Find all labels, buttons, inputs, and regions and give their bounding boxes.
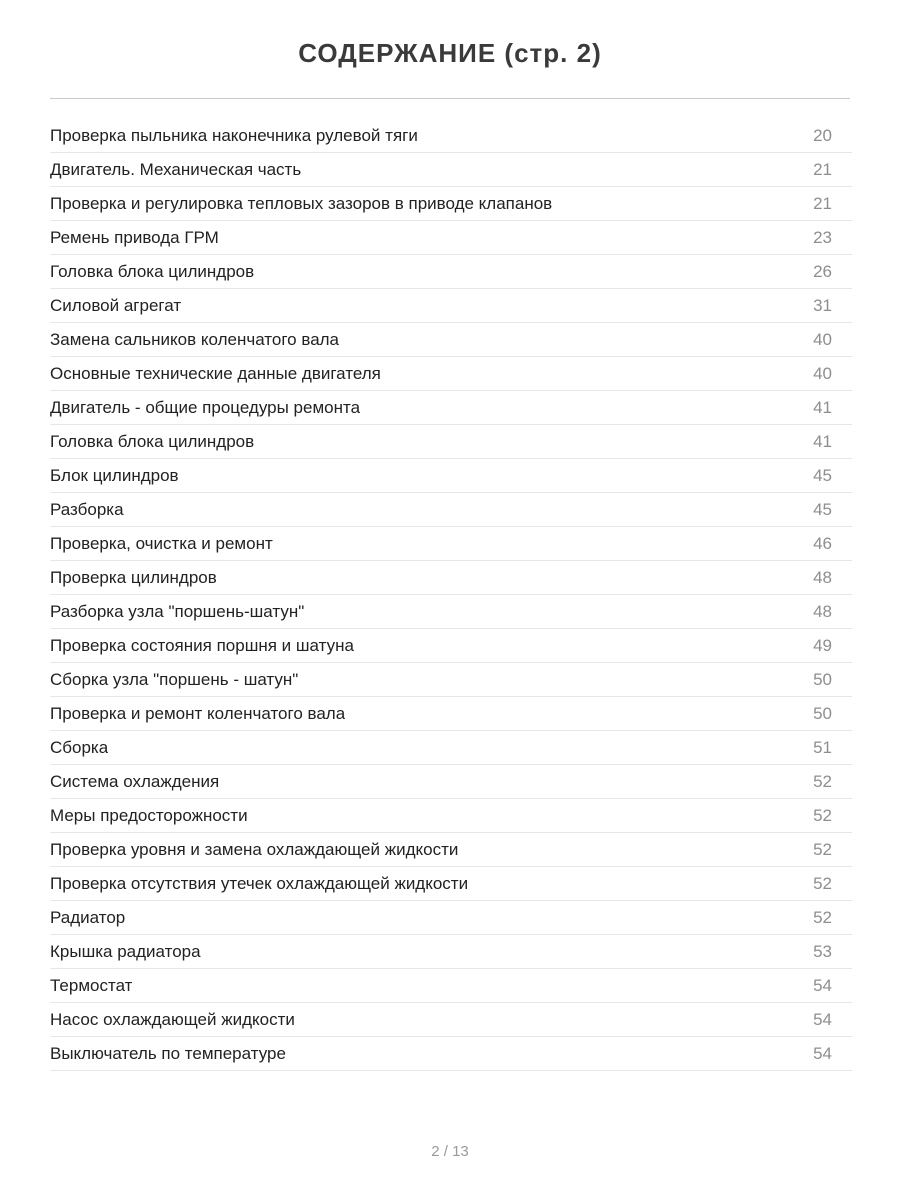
toc-entry-label: Выключатель по температуре [50, 1043, 286, 1063]
title-divider [50, 98, 850, 99]
toc-entry-page-number: 54 [813, 1043, 832, 1063]
toc-entry-page-number: 41 [813, 431, 832, 451]
toc-row [50, 697, 852, 731]
toc-row [50, 153, 852, 187]
toc-entry-page-number: 54 [813, 975, 832, 995]
toc-entry-label: Блок цилиндров [50, 465, 179, 485]
toc-entry-page-number: 51 [813, 737, 832, 757]
toc-row [50, 289, 852, 323]
toc-entry-page-number: 23 [813, 227, 832, 247]
toc-row [50, 561, 852, 595]
toc-entry-page-number: 40 [813, 329, 832, 349]
toc-entry-label: Насос охлаждающей жидкости [50, 1009, 295, 1029]
toc-entry-page-number: 52 [813, 839, 832, 859]
toc-entry-page-number: 31 [813, 295, 832, 315]
toc-entry-page-number: 21 [813, 159, 832, 179]
toc-entry-label: Термостат [50, 975, 133, 995]
toc-row [50, 221, 852, 255]
toc-row [50, 765, 852, 799]
toc-entry-label: Радиатор [50, 907, 126, 927]
toc-entry-label: Проверка и ремонт коленчатого вала [50, 703, 346, 723]
page-title: СОДЕРЖАНИЕ (стр. 2) [298, 38, 602, 68]
toc-entry-label: Сборка узла "поршень - шатун" [50, 669, 299, 689]
toc-entry-label: Проверка отсутствия утечек охлаждающей жидкости [50, 873, 469, 893]
toc-row [50, 425, 852, 459]
toc-row [50, 731, 852, 765]
toc-entry-page-number: 45 [813, 499, 832, 519]
toc-entry-page-number: 52 [813, 873, 832, 893]
toc-row [50, 1037, 852, 1071]
toc-entry-page-number: 48 [813, 567, 832, 587]
toc-row [50, 459, 852, 493]
toc-entry-label: Проверка, очистка и ремонт [50, 533, 273, 553]
toc-entry-page-number: 52 [813, 805, 832, 825]
toc-entry-label: Двигатель. Механическая часть [50, 159, 302, 179]
toc-entry-page-number: 45 [813, 465, 832, 485]
toc-entry-label: Замена сальников коленчатого вала [50, 329, 340, 349]
toc-row [50, 935, 852, 969]
toc-entry-page-number: 49 [813, 635, 832, 655]
toc-entry-label: Головка блока цилиндров [50, 431, 255, 451]
toc-row [50, 833, 852, 867]
toc-entry-label: Крышка радиатора [50, 941, 201, 961]
toc-entry-page-number: 20 [813, 125, 832, 145]
toc-row [50, 867, 852, 901]
toc-row [50, 255, 852, 289]
toc-row [50, 527, 852, 561]
toc-entry-page-number: 48 [813, 601, 832, 621]
toc-entry-label: Основные технические данные двигателя [50, 363, 381, 383]
toc-row [50, 391, 852, 425]
toc-entry-label: Силовой агрегат [50, 295, 182, 315]
toc-entry-page-number: 54 [813, 1009, 832, 1029]
toc-entry-page-number: 53 [813, 941, 832, 961]
toc-row [50, 323, 852, 357]
toc-row [50, 595, 852, 629]
toc-row [50, 629, 852, 663]
toc-row [50, 799, 852, 833]
toc-entry-page-number: 52 [813, 771, 832, 791]
toc-entry-label: Головка блока цилиндров [50, 261, 255, 281]
toc-entry-page-number: 41 [813, 397, 832, 417]
toc-row [50, 1003, 852, 1037]
toc-entry-label: Проверка цилиндров [50, 567, 217, 587]
toc-entry-page-number: 26 [813, 261, 832, 281]
toc-row [50, 187, 852, 221]
toc-entry-label: Меры предосторожности [50, 805, 248, 825]
toc-entry-label: Двигатель - общие процедуры ремонта [50, 397, 361, 417]
toc-entry-page-number: 50 [813, 703, 832, 723]
page-number-indicator: 2 / 13 [431, 1143, 469, 1160]
toc-entry-page-number: 40 [813, 363, 832, 383]
toc-entry-label: Проверка состояния поршня и шатуна [50, 635, 354, 655]
toc-row [50, 357, 852, 391]
toc-row [50, 663, 852, 697]
toc-entry-label: Разборка узла "поршень-шатун" [50, 601, 305, 621]
toc-row [50, 119, 852, 153]
toc-row [50, 901, 852, 935]
toc-entry-label: Ремень привода ГРМ [50, 227, 219, 247]
toc-row [50, 969, 852, 1003]
toc-entry-label: Проверка уровня и замена охлаждающей жидкости [50, 839, 459, 859]
toc-entry-label: Система охлаждения [50, 771, 220, 791]
toc-entry-page-number: 52 [813, 907, 832, 927]
toc-entry-page-number: 21 [813, 193, 832, 213]
toc-entry-label: Проверка и регулировка тепловых зазоров в приводе клапанов [50, 193, 553, 213]
toc-entry-page-number: 50 [813, 669, 832, 689]
toc-row [50, 493, 852, 527]
toc-entry-label: Разборка [50, 499, 124, 519]
toc-entry-page-number: 46 [813, 533, 832, 553]
toc-entry-label: Сборка [50, 737, 109, 757]
toc-entry-label: Проверка пыльника наконечника рулевой тяги [50, 125, 418, 145]
toc-list [50, 119, 852, 1071]
